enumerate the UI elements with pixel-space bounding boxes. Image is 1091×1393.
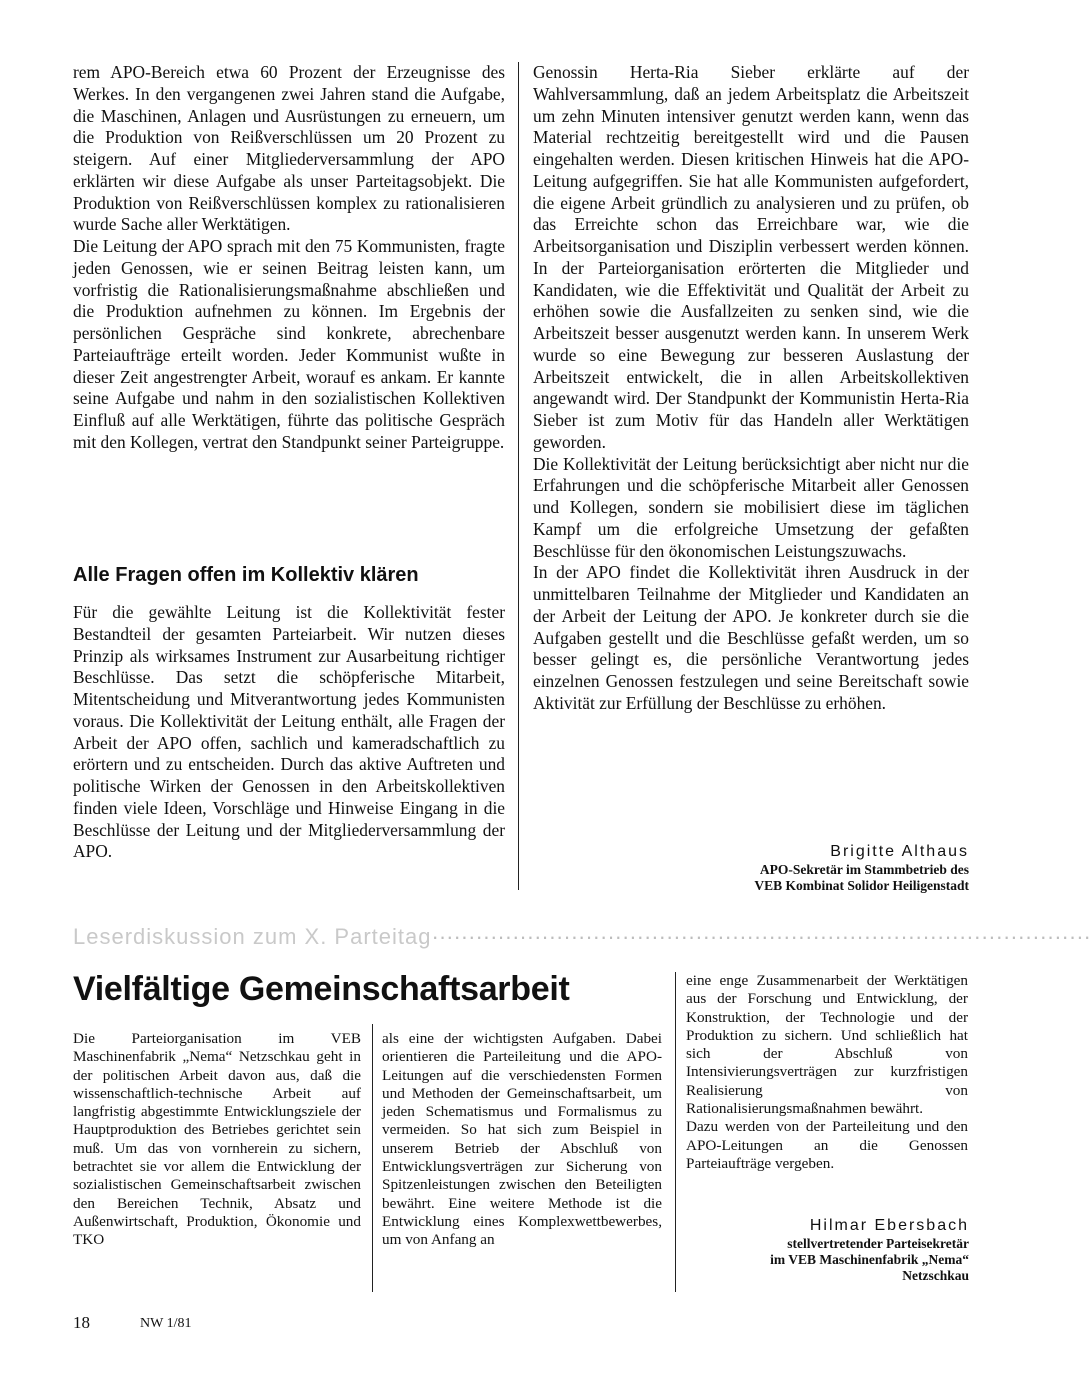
author-name: Hilmar Ebersbach (809, 1217, 969, 1234)
article1-paragraph: Genossin Herta-Ria Sieber erklärte auf der Wahlversammlung, daß an jedem Arbeitsplatz die Arbeitszeit um zehn Minuten intensiver genutzt werden kann, wenn das Material rechtzeitig bereitgestellt wird und die Pausen eingehalten werden. Diesen kritischen Hinweis hat die APO-Leitung aufgegriffen. Sie hat alle Kommunisten aufgefordert, die eigene Arbeit gründlich zu analysieren und zu prüfen, ob das Erreichte schon das Erreichbare war, wie die Arbeitsorganisation und Disziplin verbessert werden können. In der Parteiorganisation erörterten die Mitglieder und Kandidaten, wie die Effektivität und Qualität der Arbeit zu erhöhen sowie die Ausfallzeiten zu senken sind, wie die Arbeitszeit besser ausgenutzt werden kann. In unserem Werk wurde so eine Bewegung zur besseren Auslastung der Arbeitszeit entwickelt, die in allen Arbeitskollektiven angewandt wird. Der Standpunkt der Kommunistin Herta-Ria Sieber ist zum Motiv für das Handeln aller Werktätigen geworden. (533, 62, 969, 452)
issue-label: NW 1/81 (140, 1316, 192, 1331)
article2-paragraph: eine enge Zusammenarbeit der Werktätigen aus der Forschung und Entwicklung, der Konstruktion, der Technologie und der Produktion zu sichern. Und schließlich hat sich der Abschluß von Intensivierungsverträgen zur kurzfristigen Realisierung von Rationalisierungsmaßnahmen bewährt. (686, 972, 968, 1118)
author-role: APO-Sekretär im Stammbetrieb des (759, 862, 969, 877)
article1-column-left-bottom (73, 602, 505, 863)
author-role: VEB Kombinat Solidor Heiligenstadt (754, 878, 969, 893)
section-kicker (73, 924, 1091, 950)
article2-byline (669, 1216, 969, 1284)
column-divider (518, 62, 519, 890)
column-divider (372, 1024, 373, 1292)
article2-column-1 (73, 1030, 361, 1250)
article1-paragraph: Für die gewählte Leitung ist die Kollektivität fester Bestandteil der gesamten Parteiarbeit. Wir nutzen dieses Prinzip als wirksames Instrument zur Ausarbeitung richtiger Beschlüsse. Das setzt die schöpferische Mitarbeit, Mitentscheidung und Mitverantwortung jedes Kommunisten voraus. Die Kollektivität der Leitung enthält, alle Fragen der Arbeit der APO offen, sachlich und kameradschaftlich zu erörtern und zu entscheiden. Durch das aktive Auftreten und politische Wirken der Genossen in den Arbeitskollektiven finden viele Ideen, Vorschläge und Hinweise Eingang in die Beschlüsse der Leitung und der Mitgliederversammlung der APO. (73, 602, 505, 862)
article1-paragraph: Die Kollektivität der Leitung berücksichtigt aber nicht nur die Erfahrungen und die schöpferische Mitarbeit aller Genossen und Kollegen, sondern sie mobilisiert diese im täglichen Kampf um die erfolgreiche Umsetzung der gefaßten Beschlüsse für den ökonomischen Leistungszuwachs. (533, 453, 969, 561)
author-name: Brigitte Althaus (830, 843, 969, 860)
article2-column-3 (686, 972, 968, 1173)
author-role: stellvertretender Parteisekretär (787, 1236, 969, 1251)
article1-column-right (533, 62, 969, 715)
article1-subheading: Alle Fragen offen im Kollektiv klären (73, 564, 419, 586)
article1-paragraph: In der APO findet die Kollektivität ihren Ausdruck in der unmittelbaren Teilnahme der Mitglieder und Kandidaten an der Arbeit der Leitung der APO. Je konkreter durch sie die Aufgaben gestellt und die Beschlüsse gefaßt werden, um so besser gelingt es, die persönliche Verantwortung jedes einzelnen Genossen festzulegen und seine Bereitschaft sowie Aktivität zur Erfüllung der Beschlüsse zu erhöhen. (533, 562, 969, 713)
article2-title: Vielfältige Gemeinschaftsarbeit (73, 970, 570, 1008)
article2-column-2 (382, 1030, 662, 1250)
article2-paragraph: als eine der wichtigsten Aufgaben. Dabei orientieren die Parteileitung und die APO-Leitungen auf die verschiedensten Formen und Methoden der Gemeinschaftsarbeit, um jeden Schematismus und Formalismus zu vermeiden. So hat sich zum Beispiel in unserem Betrieb der Abschluß von Entwicklungsverträgen zur Sicherung von Spitzenleistungen zwischen den Beteiligten bewährt. Eine weitere Methode ist die Entwicklung eines Komplexwettbewerbes, um von Anfang an (382, 1030, 662, 1249)
article2-paragraph: Dazu werden von der Parteileitung und den APO-Leitungen an die Genossen Parteiaufträge vergeben. (686, 1118, 968, 1172)
article2-paragraph: Die Parteiorganisation im VEB Maschinenfabrik „Nema“ Netzschkau geht in der politischen Arbeit davon aus, daß die wissenschaftlich-technische Arbeit auf langfristig abgestimmte Entwicklungsziele der Hauptproduktion des Betriebes gerichtet sein muß. Um das von vornherein zu sichern, betrachtet sie vor allem die Entwicklung der sozialistischen Gemeinschaftsarbeit zwischen den Bereichen Technik, Absatz und Außenwirtschaft, Produktion, Ökonomie und TKO (73, 1030, 361, 1249)
article1-paragraph: rem APO-Bereich etwa 60 Prozent der Erzeugnisse des Werkes. In den vergangenen zwei Jahren stand die Aufgabe, die Maschinen, Anlagen und Ausrüstungen zu erneuern, um die Produktion von Reißverschlüssen um 20 Prozent zu steigern. Auf einer Mitgliederversammlung der APO erklärten wir diese Aufgabe als unser Parteitagsobjekt. Die Produktion von Reißverschlüssen komplex zu rationalisieren wurde Sache aller Werktätigen. (73, 62, 505, 235)
article1-byline (549, 842, 969, 894)
kicker-dotted-rule: ·························································································· (431, 924, 1091, 949)
author-role: im VEB Maschinenfabrik „Nema“ (770, 1252, 969, 1267)
page-number: 18 (73, 1313, 90, 1332)
author-role: Netzschkau (902, 1268, 969, 1283)
article1-column-left (73, 62, 505, 454)
article1-paragraph: Die Leitung der APO sprach mit den 75 Kommunisten, fragte jeden Genossen, wie er seinen Beitrag leisten kann, um vorfristig die Rationalisierungsmaßnahme abschließen und die Produktion aufnehmen zu können. Im Ergebnis der persönlichen Gespräche sind konkrete, abrechenbare Parteiaufträge erteilt worden. Jeder Kommunist wußte in dieser Zeit angestrengter Arbeit, worauf es ankam. Er kannte seine Aufgabe und nahm in den sozialistischen Kollektiven Einfluß auf alle Werktätigen, führte das politische Gespräch mit den Kollegen, vertrat den Standpunkt seiner Parteigruppe. (73, 236, 505, 452)
kicker-text: Leserdiskussion zum X. Parteitag (73, 924, 432, 949)
